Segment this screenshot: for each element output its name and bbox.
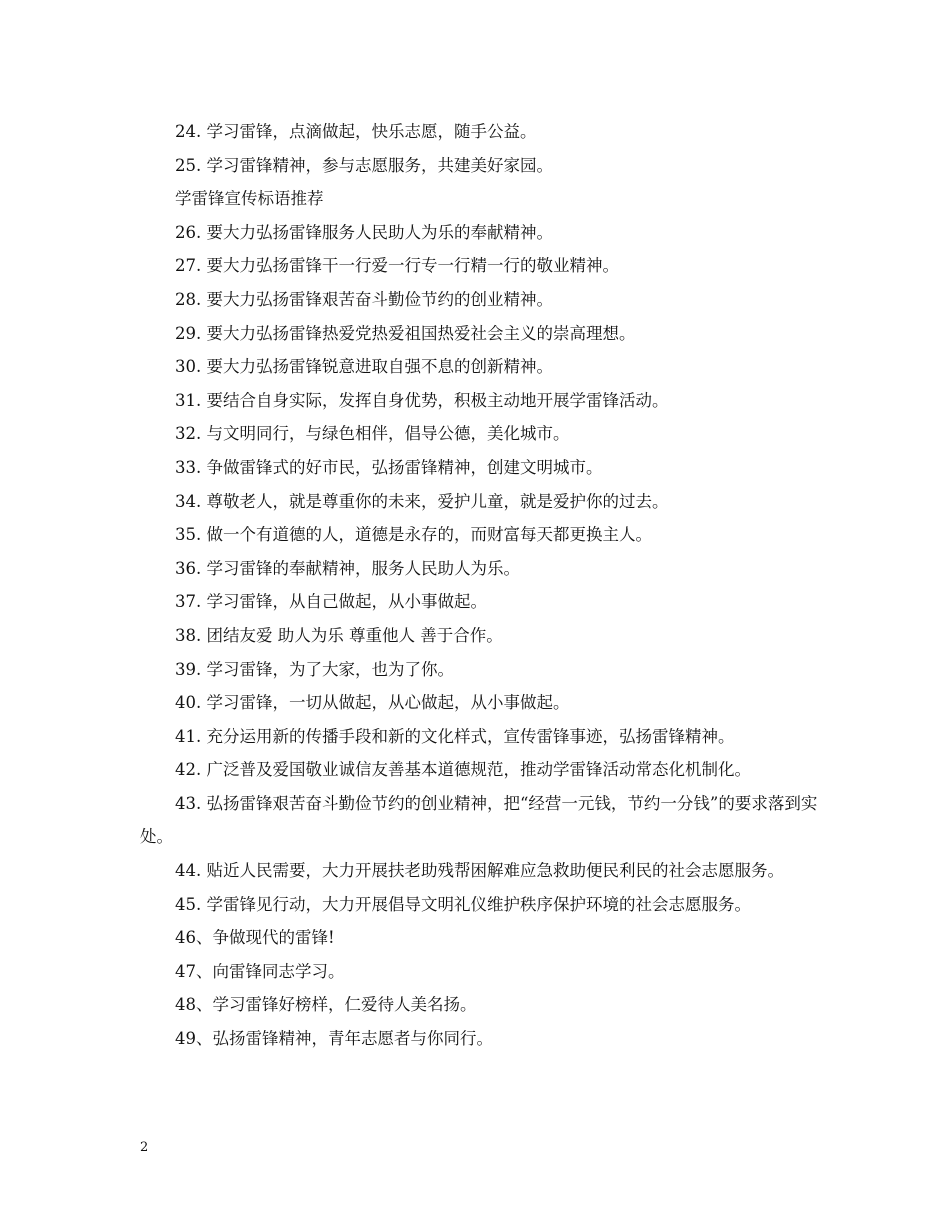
slogan-line: 25. 学习雷锋精神，参与志愿服务，共建美好家园。 bbox=[175, 155, 553, 175]
page-number: 2 bbox=[140, 1140, 149, 1155]
slogan-line: 28. 要大力弘扬雷锋艰苦奋斗勤俭节约的创业精神。 bbox=[175, 289, 553, 309]
slogan-line: 33. 争做雷锋式的好市民，弘扬雷锋精神，创建文明城市。 bbox=[175, 457, 603, 477]
slogan-line: 46、争做现代的雷锋! bbox=[175, 928, 335, 948]
slogan-line: 41. 充分运用新的传播手段和新的文化样式，宣传雷锋事迹，弘扬雷锋精神。 bbox=[175, 726, 735, 746]
slogan-line: 37. 学习雷锋，从自己做起，从小事做起。 bbox=[175, 592, 487, 612]
slogan-line: 35. 做一个有道德的人，道德是永存的，而财富每天都更换主人。 bbox=[175, 525, 652, 545]
section-heading: 学雷锋宣传标语推荐 bbox=[175, 189, 324, 209]
slogan-line: 36. 学习雷锋的奉献精神，服务人民助人为乐。 bbox=[175, 558, 520, 578]
slogan-line: 30. 要大力弘扬雷锋锐意进取自强不息的创新精神。 bbox=[175, 357, 553, 377]
slogan-line: 24. 学习雷锋，点滴做起，快乐志愿，随手公益。 bbox=[175, 122, 537, 141]
slogan-line: 31. 要结合自身实际，发挥自身优势，积极主动地开展学雷锋活动。 bbox=[175, 390, 669, 410]
slogan-line: 26. 要大力弘扬雷锋服务人民助人为乐的奉献精神。 bbox=[175, 222, 553, 242]
slogan-line: 47、向雷锋同志学习。 bbox=[175, 961, 345, 981]
slogan-line: 43. 弘扬雷锋艰苦奋斗勤俭节约的创业精神，把“经营一元钱，节约一分钱”的要求落到实处。 bbox=[140, 793, 818, 847]
slogan-line: 44. 贴近人民需要，大力开展扶老助残帮困解难应急救助便民利民的社会志愿服务。 bbox=[175, 861, 784, 881]
slogan-line: 29. 要大力弘扬雷锋热爱党热爱祖国热爱社会主义的崇高理想。 bbox=[175, 323, 636, 343]
slogan-line: 48、学习雷锋好榜样，仁爱待人美名扬。 bbox=[175, 995, 477, 1015]
slogan-line: 38. 团结友爱 助人为乐 尊重他人 善于合作。 bbox=[175, 625, 503, 645]
slogan-line: 32. 与文明同行，与绿色相伴，倡导公德，美化城市。 bbox=[175, 424, 570, 444]
slogan-line: 49、弘扬雷锋精神，青年志愿者与你同行。 bbox=[175, 1029, 493, 1049]
slogan-line: 34. 尊敬老人，就是尊重你的未来，爱护儿童，就是爱护你的过去。 bbox=[175, 491, 669, 511]
slogan-line: 39. 学习雷锋，为了大家，也为了你。 bbox=[175, 659, 454, 679]
document-body bbox=[140, 115, 830, 1056]
slogan-line: 27. 要大力弘扬雷锋干一行爱一行专一行精一行的敬业精神。 bbox=[175, 256, 619, 276]
slogan-line: 40. 学习雷锋，一切从做起，从心做起，从小事做起。 bbox=[175, 693, 570, 713]
slogan-line: 42. 广泛普及爱国敬业诚信友善基本道德规范，推动学雷锋活动常态化机制化。 bbox=[175, 760, 751, 780]
slogan-line: 45. 学雷锋见行动，大力开展倡导文明礼仪维护秩序保护环境的社会志愿服务。 bbox=[175, 894, 751, 914]
